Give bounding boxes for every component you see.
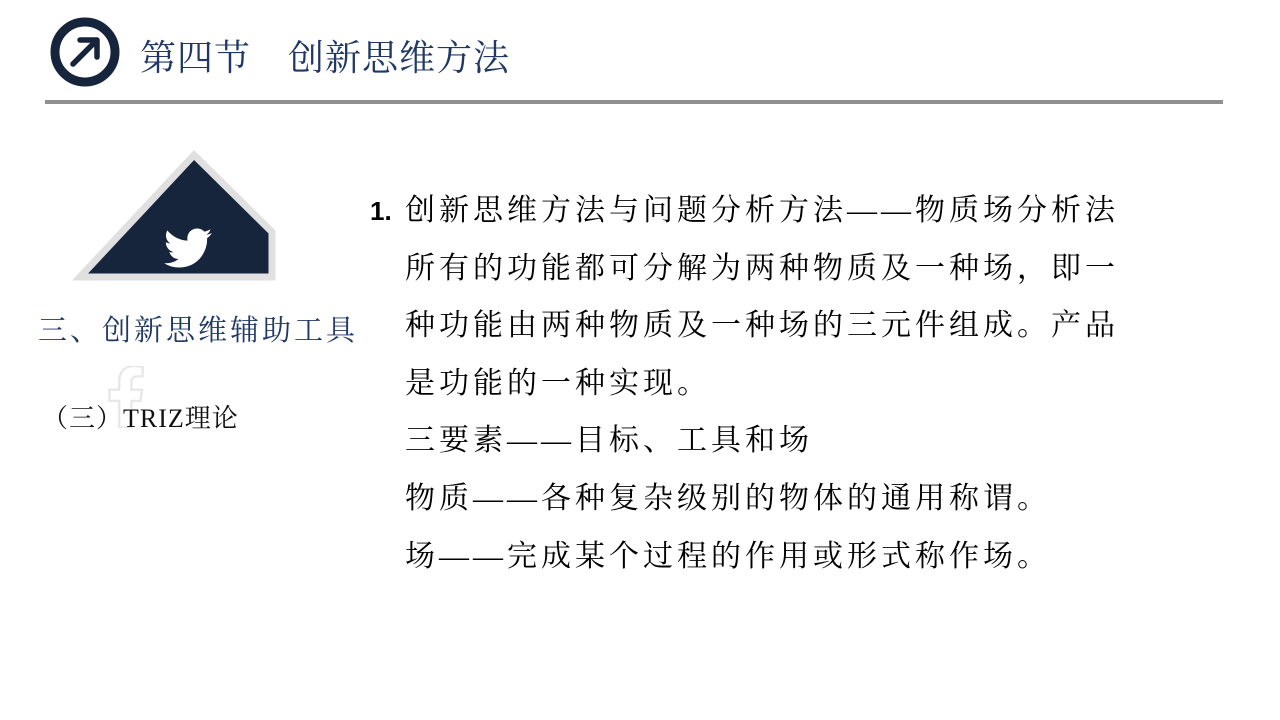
left-section-heading: 三、创新思维辅助工具 — [38, 315, 359, 347]
body-line: 物质——各种复杂级别的物体的通用称谓。 — [405, 481, 1051, 515]
body-line: 是功能的一种实现。 — [405, 366, 711, 400]
body-line: 创新思维方法与问题分析方法——物质场分析法 — [405, 194, 1119, 227]
body-line: 种功能由两种物质及一种场的三元件组成。产品 — [405, 309, 1119, 343]
body-line: 三要素——目标、工具和场 — [405, 424, 813, 458]
slide-title: 第四节 创新思维方法 — [140, 38, 511, 78]
body-text-block — [405, 182, 1145, 585]
body-line: 场——完成某个过程的作用或形式称作场。 — [405, 539, 1051, 573]
title-divider — [45, 100, 1223, 104]
arrow-up-right-circle-icon — [50, 17, 120, 87]
left-subsection-heading: （三）TRIZ理论 — [42, 404, 239, 433]
twitter-pentagon-icon — [56, 146, 290, 292]
body-line: 所有的功能都可分解为两种物质及一种场，即一 — [405, 251, 1119, 285]
list-number: 1. — [370, 196, 392, 226]
